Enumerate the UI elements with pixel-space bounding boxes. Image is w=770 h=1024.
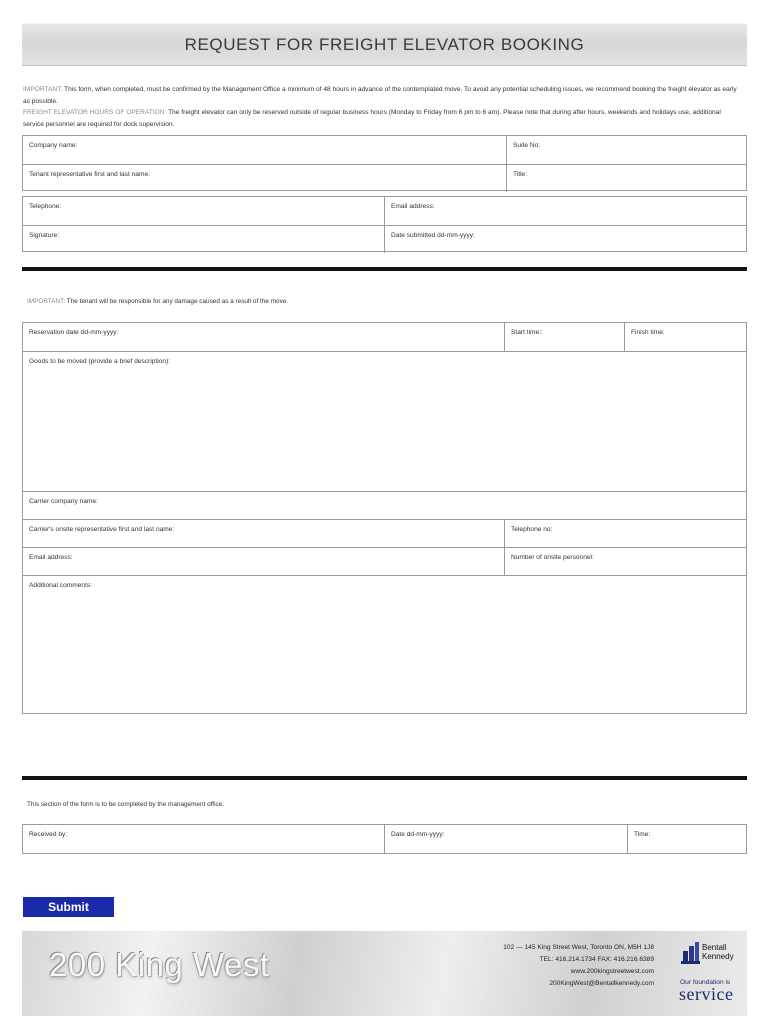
title-field[interactable] (506, 165, 746, 192)
goods-description-field[interactable] (23, 352, 746, 492)
carrier-email-label: Email address: (29, 554, 73, 561)
personnel-field[interactable] (504, 548, 746, 576)
office-date-field[interactable] (384, 825, 627, 853)
carrier-company-field[interactable] (23, 492, 746, 520)
office-time-label: Time: (634, 831, 651, 838)
damage-note-text: The tenant will be responsible for any damage caused as a result of the move. (66, 298, 289, 305)
telephone-field[interactable] (23, 197, 384, 225)
carrier-company-label: Carrier company name: (29, 498, 98, 505)
carrier-phone-field[interactable] (504, 520, 746, 548)
footer-email[interactable]: 200KingWest@Bentallkennedy.com (549, 980, 654, 987)
office-time-field[interactable] (627, 825, 746, 853)
footer-phone: TEL: 416.214.1734 FAX: 416.216.6389 (539, 956, 654, 963)
date-submitted-field[interactable] (384, 226, 746, 253)
damage-note-label: IMPORTANT: (27, 298, 66, 305)
start-time-field[interactable] (504, 323, 624, 351)
title-label: Title: (513, 171, 528, 178)
section-divider (22, 776, 747, 780)
logo-line1: Bentall (702, 943, 727, 952)
carrier-rep-label: Carrier's onsite representative first and last name: (29, 526, 175, 533)
personnel-label: Number of onsite personnel: (511, 554, 594, 561)
finish-time-label: Finish time: (631, 329, 665, 336)
finish-time-field[interactable] (624, 323, 746, 351)
carrier-phone-label: Telephone no: (511, 526, 553, 533)
suite-no-field[interactable] (506, 136, 746, 164)
comments-field[interactable] (23, 576, 746, 714)
reservation-date-label: Reservation date dd-mm-yyyy: (29, 329, 119, 336)
logo-name (702, 943, 734, 961)
hours-text: The freight elevator can only be reserved outside of regular business hours (Monday to Friday from 6 pm to 6 am). Please note that during after hours, weekends and holidays use, additional service personnel are required for dock supervision. (23, 109, 721, 128)
footer-address: 102 — 145 King Street West, Toronto ON, M5H 1J8 (503, 944, 654, 951)
received-by-label: Received by: (29, 831, 68, 838)
important-label: IMPORTANT: (23, 86, 63, 93)
carrier-rep-field[interactable] (23, 520, 504, 548)
suite-no-label: Suite No: (513, 142, 541, 149)
received-by-field[interactable] (23, 825, 384, 853)
form-title: REQUEST FOR FREIGHT ELEVATOR BOOKING (184, 34, 585, 54)
reservation-date-field[interactable] (23, 323, 504, 351)
section-divider (22, 267, 747, 271)
tenant-rep-label: Tenant representative first and last name: (29, 171, 150, 178)
email-label: Email address: (391, 203, 435, 210)
footer-banner (22, 930, 747, 1016)
tenant-rep-field[interactable] (23, 165, 506, 192)
brand-wordmark: 200 King West (49, 946, 270, 983)
office-note: This section of the form is to be completed by the management office. (27, 801, 225, 808)
signature-label: Signature: (29, 232, 60, 239)
damage-note (27, 298, 288, 305)
start-time-label: Start time:: (511, 329, 543, 336)
goods-description-label: Goods to be moved (provide a brief description): (29, 358, 171, 365)
logo-line2: Kennedy (702, 952, 734, 961)
submit-button[interactable]: Submit (23, 897, 114, 917)
footer-website[interactable]: www.200kingstreetwest.com (570, 968, 654, 975)
important-text: This form, when completed, must be confirmed by the Management Office a minimum of 48 hours in advance of the contemplated move. To avoid any potential scheduling issues, we recommend booking the freight elevator as early as possible. (23, 86, 737, 105)
date-submitted-label: Date submitted dd-mm-yyyy: (391, 232, 475, 239)
logo-tagline: Our foundation is (680, 979, 731, 986)
office-section (22, 824, 747, 854)
office-date-label: Date dd-mm-yyyy: (391, 831, 445, 838)
hours-label: FREIGHT ELEVATOR HOURS OF OPERATION: (23, 109, 167, 116)
logo-service: service (679, 984, 734, 1004)
email-field[interactable] (384, 197, 746, 225)
title-banner (22, 23, 747, 66)
carrier-email-field[interactable] (23, 548, 504, 576)
telephone-label: Telephone: (29, 203, 62, 210)
intro-text (23, 84, 741, 130)
reservation-section (22, 322, 747, 714)
tenant-section (22, 135, 747, 191)
signature-field[interactable] (23, 226, 384, 253)
bentall-kennedy-logo (678, 938, 742, 1010)
building-icon (681, 941, 700, 965)
company-name-field[interactable] (23, 136, 506, 164)
company-name-label: Company name: (29, 142, 78, 149)
comments-label: Additional comments: (29, 582, 93, 589)
contact-section (22, 196, 747, 252)
